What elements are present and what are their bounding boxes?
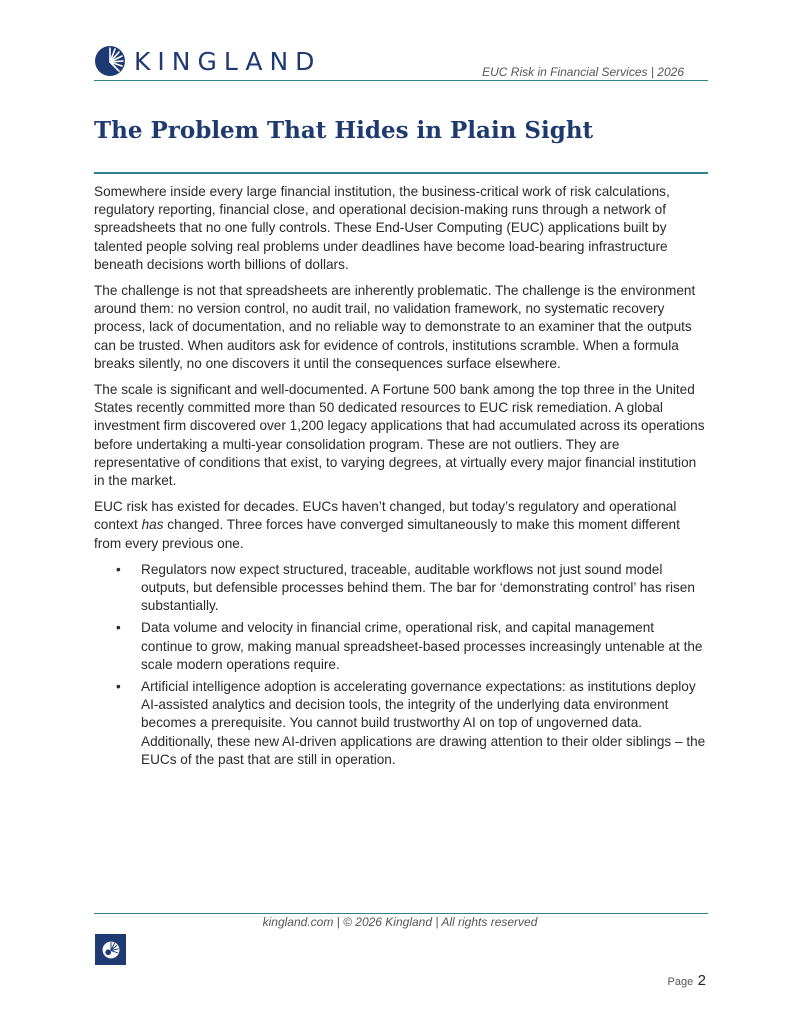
doc-label: EUC Risk in Financial Services | 2026 xyxy=(482,65,684,79)
page-number xyxy=(668,972,707,990)
paragraph-1: Somewhere inside every large financial institution, the business-critical work of risk calculations, regulatory reporting, financial close, and operational decision-making runs through a network of spreadsheets that no one fully controls. These End-User Computing (EUC) applications built by talented people solving real problems under deadlines have become load-bearing infrastructure beneath decisions worth billions of dollars. xyxy=(94,184,670,272)
forces-list xyxy=(94,561,708,769)
bullet-icon: • xyxy=(116,679,121,695)
paragraph-2: The challenge is not that spreadsheets are inherently problematic. The challenge is the environment around them: no version control, no audit trail, no validation framework, no systematic recovery process, lack of documentation, and no reliable way to demonstrate to an examiner that the outputs can be trusted. When auditors ask for evidence of controls, institutions scramble. When a formula breaks silently, no one discovers it until the consequences surface elsewhere. xyxy=(94,283,696,371)
globe-fan-icon xyxy=(94,45,126,77)
list-item-text: Data volume and velocity in financial crime, operational risk, and capital management continue to grow, making manual spreadsheet-based processes increasingly untenable at the scale modern operations require. xyxy=(141,620,703,672)
paragraph-4-start: EUC risk has existed for decades. EUCs haven’t changed, but today’s regulatory and operational context xyxy=(94,499,677,533)
list-item xyxy=(116,678,708,769)
title-divider xyxy=(94,172,708,174)
bullet-icon: • xyxy=(116,561,121,577)
paragraph-4-end: changed. Three forces have converged simultaneously to make this moment different from every previous one. xyxy=(94,517,680,551)
header-divider xyxy=(94,80,708,81)
page-title: The Problem That Hides in Plain Sight xyxy=(94,117,594,144)
paragraph-3: The scale is significant and well-documented. A Fortune 500 bank among the top three in the United States recently committed more than 50 dedicated resources to EUC risk remediation. A global investment firm discovered over 1,200 legacy applications that had accumulated across its operations before undertaking a multi-year consolidation program. These are not outliers. They are representative of conditions that exist, to varying degrees, at virtually every major financial institution in the market. xyxy=(94,382,705,489)
footer-divider xyxy=(94,913,708,914)
brand-name: KINGLAND xyxy=(134,46,322,76)
paragraph-4 xyxy=(94,498,708,553)
footer-logo xyxy=(95,934,126,965)
kingland-logo xyxy=(94,44,321,78)
bullet-icon: • xyxy=(116,620,121,636)
footer-text: kingland.com | © 2026 Kingland | All rights reserved xyxy=(262,915,538,929)
page-number-value: 2 xyxy=(697,972,706,989)
list-item-text: Artificial intelligence adoption is accelerating governance expectations: as institutions deploy AI-assisted analytics and decision tools, the integrity of the underlying data environment becomes a prerequisite. You cannot build trustworthy AI on top of ungoverned data. Additionally, these new AI-driven applications are drawing attention to their older siblings – the EUCs of the past that are still in operation. xyxy=(141,679,706,767)
list-item xyxy=(116,561,708,616)
paragraph-4-emphasis: has xyxy=(141,517,164,533)
list-item-text: Regulators now expect structured, traceable, auditable workflows not just sound model outputs, but defensible processes behind them. The bar for ‘demonstrating control’ has risen substantially. xyxy=(141,561,695,614)
body-content xyxy=(94,183,708,773)
list-item xyxy=(116,619,708,674)
globe-fan-icon xyxy=(102,941,120,959)
page-label: Page xyxy=(667,976,694,988)
